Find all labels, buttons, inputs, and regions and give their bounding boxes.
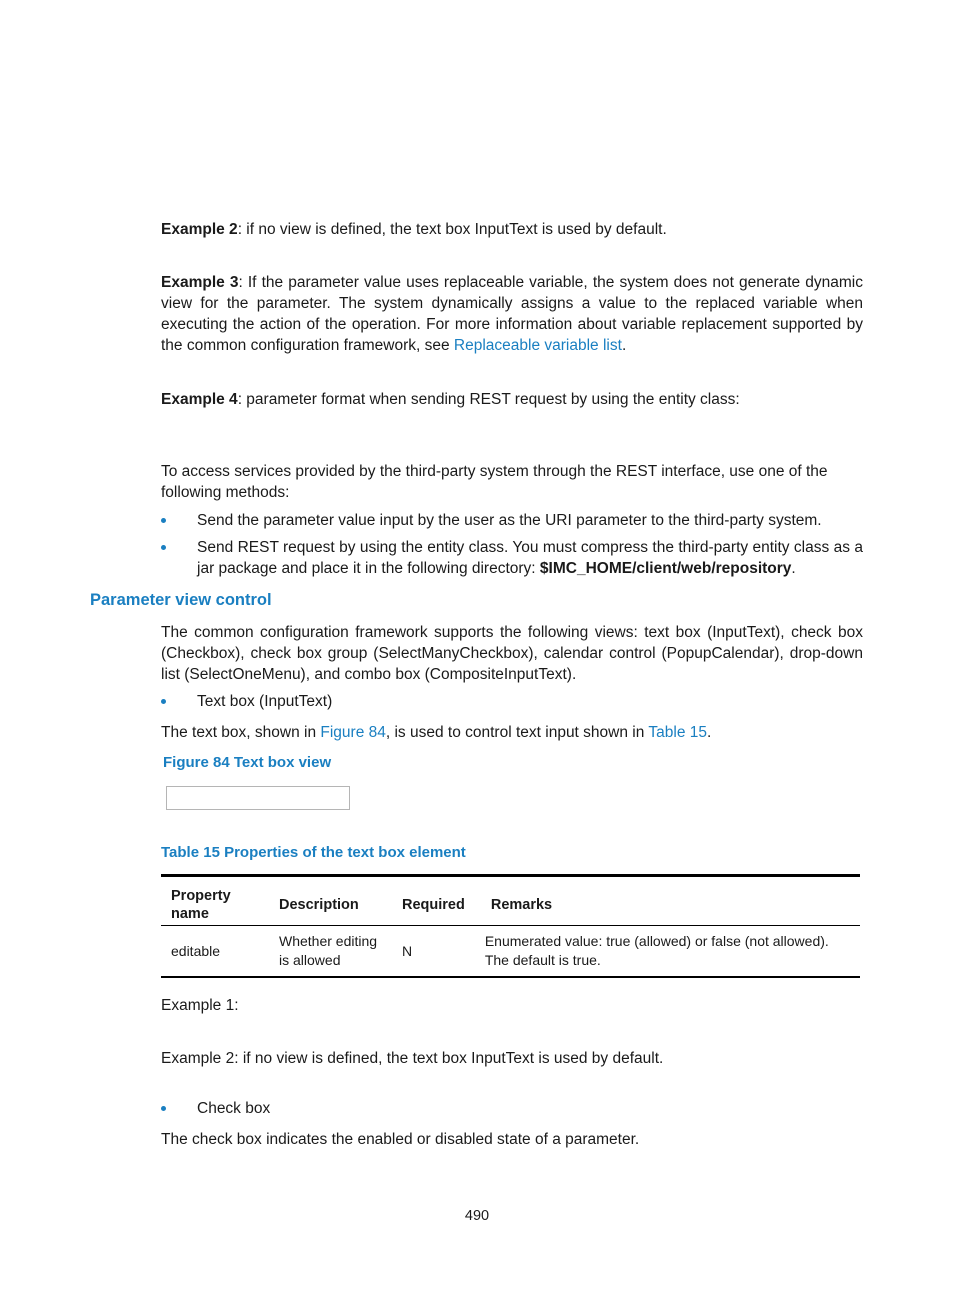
- example-3-end: .: [621, 337, 627, 354]
- example-4-paragraph: [161, 389, 863, 410]
- table-caption: Table 15 Properties of the text box element: [161, 844, 466, 861]
- header-required: Required: [402, 897, 465, 913]
- list-item: [161, 537, 863, 579]
- example-2-text: : if no view is defined, the text box InputText is used by default.: [237, 221, 667, 238]
- text-box-view-figure: [166, 786, 350, 810]
- views-intro-paragraph: The common configuration framework supports the following views: text box (InputText), check box (Checkbox), check box group (SelectManyCheckbox), calendar control (PopupCalendar), drop-down list (SelectOneMenu), and combo box (CompositeInputText).: [161, 624, 863, 683]
- list-item: [161, 691, 863, 712]
- bullet-icon: [161, 1106, 166, 1111]
- list-item: [161, 510, 863, 531]
- textbox-desc-paragraph: [161, 722, 863, 743]
- header-property-name: Property name: [171, 888, 231, 922]
- bullet-text-part: Send REST request by using the entity class. You must compress the third-party entity class as a jar package and place it in the following directory:: [197, 539, 863, 577]
- bullet-text-end: .: [791, 560, 796, 577]
- example-3-paragraph: [161, 272, 863, 356]
- bullet-text: Send the parameter value input by the user as the URI parameter to the third-party system.: [197, 512, 822, 529]
- header-remarks: Remarks: [490, 897, 553, 913]
- example-1-bottom: Example 1:: [161, 997, 239, 1014]
- bullet-icon: [161, 518, 166, 523]
- bullet-icon: [161, 545, 166, 550]
- cell-description: Whether editing is allowed: [279, 933, 378, 968]
- figure-caption: Figure 84 Text box view: [163, 754, 332, 771]
- table-row: [161, 926, 860, 978]
- repository-path: $IMC_HOME/client/web/repository: [539, 560, 792, 577]
- example-2-paragraph: [161, 219, 863, 240]
- page-number: 490: [464, 1208, 490, 1224]
- bullet-icon: [161, 699, 166, 704]
- example-4-label: Example 4: [161, 391, 238, 408]
- table-header-row: [161, 876, 860, 926]
- cell-required: N: [402, 942, 413, 959]
- checkbox-desc-paragraph: The check box indicates the enabled or disabled state of a parameter.: [161, 1131, 640, 1148]
- section-heading: Parameter view control: [90, 591, 272, 609]
- cell-property: editable: [171, 942, 221, 959]
- replaceable-variable-list-link[interactable]: Replaceable variable list: [453, 337, 622, 354]
- bullet-text: [197, 537, 863, 579]
- example-3-text: : If the parameter value uses replaceable variable, the system does not generate dynamic view for the parameter. The system dynamically assigns a value to the replaced variable when executing the action of the operation. For more information about variable replacement supported by the common configuration framework, see: [161, 274, 863, 354]
- bullet-text: Check box: [197, 1100, 271, 1117]
- textbox-desc-end: .: [707, 724, 712, 741]
- header-description: Description: [279, 897, 359, 913]
- example-4-text: : parameter format when sending REST request by using the entity class:: [237, 391, 740, 408]
- table-15-link[interactable]: Table 15: [648, 724, 707, 741]
- textbox-desc-mid: , is used to control text input shown in: [385, 724, 649, 741]
- example-2-label: Example 2: [161, 221, 238, 238]
- example-2-bottom: Example 2: if no view is defined, the text box InputText is used by default.: [161, 1050, 664, 1067]
- list-item: [161, 1098, 863, 1119]
- example-3-label: Example 3: [161, 274, 239, 291]
- cell-remarks: Enumerated value: true (allowed) or false (not allowed). The default is true.: [484, 933, 829, 968]
- properties-table: [161, 874, 860, 978]
- textbox-desc-pre: The text box, shown in: [161, 724, 321, 741]
- rest-intro-paragraph: To access services provided by the third-party system through the REST interface, use one of the following methods:: [161, 463, 828, 501]
- bullet-text: Text box (InputText): [197, 693, 333, 710]
- figure-84-link[interactable]: Figure 84: [320, 724, 386, 741]
